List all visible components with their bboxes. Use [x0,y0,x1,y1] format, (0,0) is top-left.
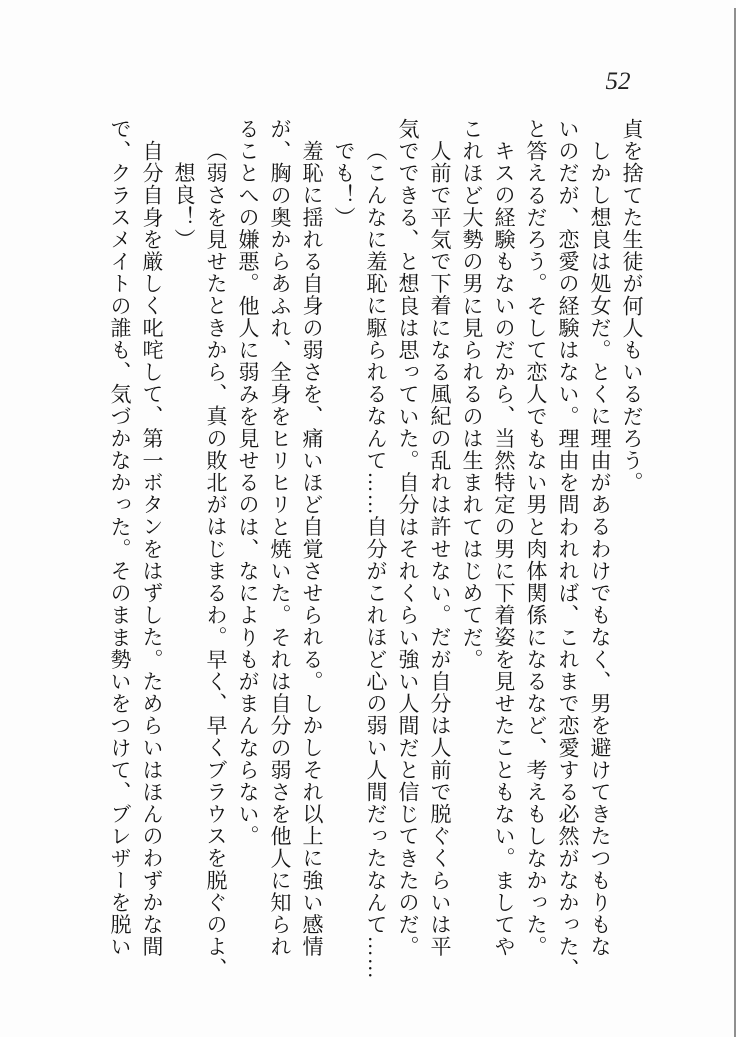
text-line: 人前で平気で下着になる風紀の乱れは許せない。だが自分は人前で脱ぐくらいは平 [428,140,452,958]
text-line: 想良！） [172,162,196,251]
page-number: 52 [605,68,631,95]
text-line: キスの経験もないのだから、当然特定の男に下着姿を見せたこともない。ましてや [492,140,516,958]
text-line: 貞を捨てた生徒が何人もいるだろう。 [620,118,644,494]
text-line: 気でできる、と想良は思っていた。自分はそれくらい強い人間だと信じてきたのだ。 [396,118,420,958]
text-line: と答えるだろう。そして恋人でもない男と肉体関係になるなど、考えもしなかった。 [524,118,548,958]
text-line: でも！） [332,140,356,229]
text-line: 自分自身を厳しく叱咤して、第一ボタンをはずした。ためらいはほんのわずかな間 [140,140,164,958]
vertical-text-block [104,118,648,988]
text-line: （こんなに羞恥に駆られるなんて……自分がこれほど心の弱い人間だったなんて…… [364,140,388,980]
text-line: ることへの嫌悪。他人に弱みを見せるのは、なによりもがまんならない。 [236,118,260,848]
text-line: （弱さを見せたときから、真の敗北がはじまるわ。早く、早くブラウスを脱ぐのよ、 [204,140,228,980]
text-line: これほど大勢の男に見られるのは生まれてはじめてだ。 [460,118,484,671]
text-line: いのだが、恋愛の経験はない。理由を問われれば、これまで恋愛する必然がなかった、 [556,118,580,980]
text-line: で、クラスメイトの誰も、気づかなかった。そのまま勢いをつけて、ブレザーを脱い [108,118,132,958]
text-line: が、胸の奥からあふれ、全身をヒリヒリと焼いた。それは自分の弱さを他人に知られ [268,118,292,958]
text-line: しかし想良は処女だ。とくに理由があるわけでもなく、男を避けてきたつもりもな [588,140,612,958]
text-line: 羞恥に揺れる自身の弱さを、痛いほど自覚させられる。しかしそれ以上に強い感情 [300,140,324,958]
